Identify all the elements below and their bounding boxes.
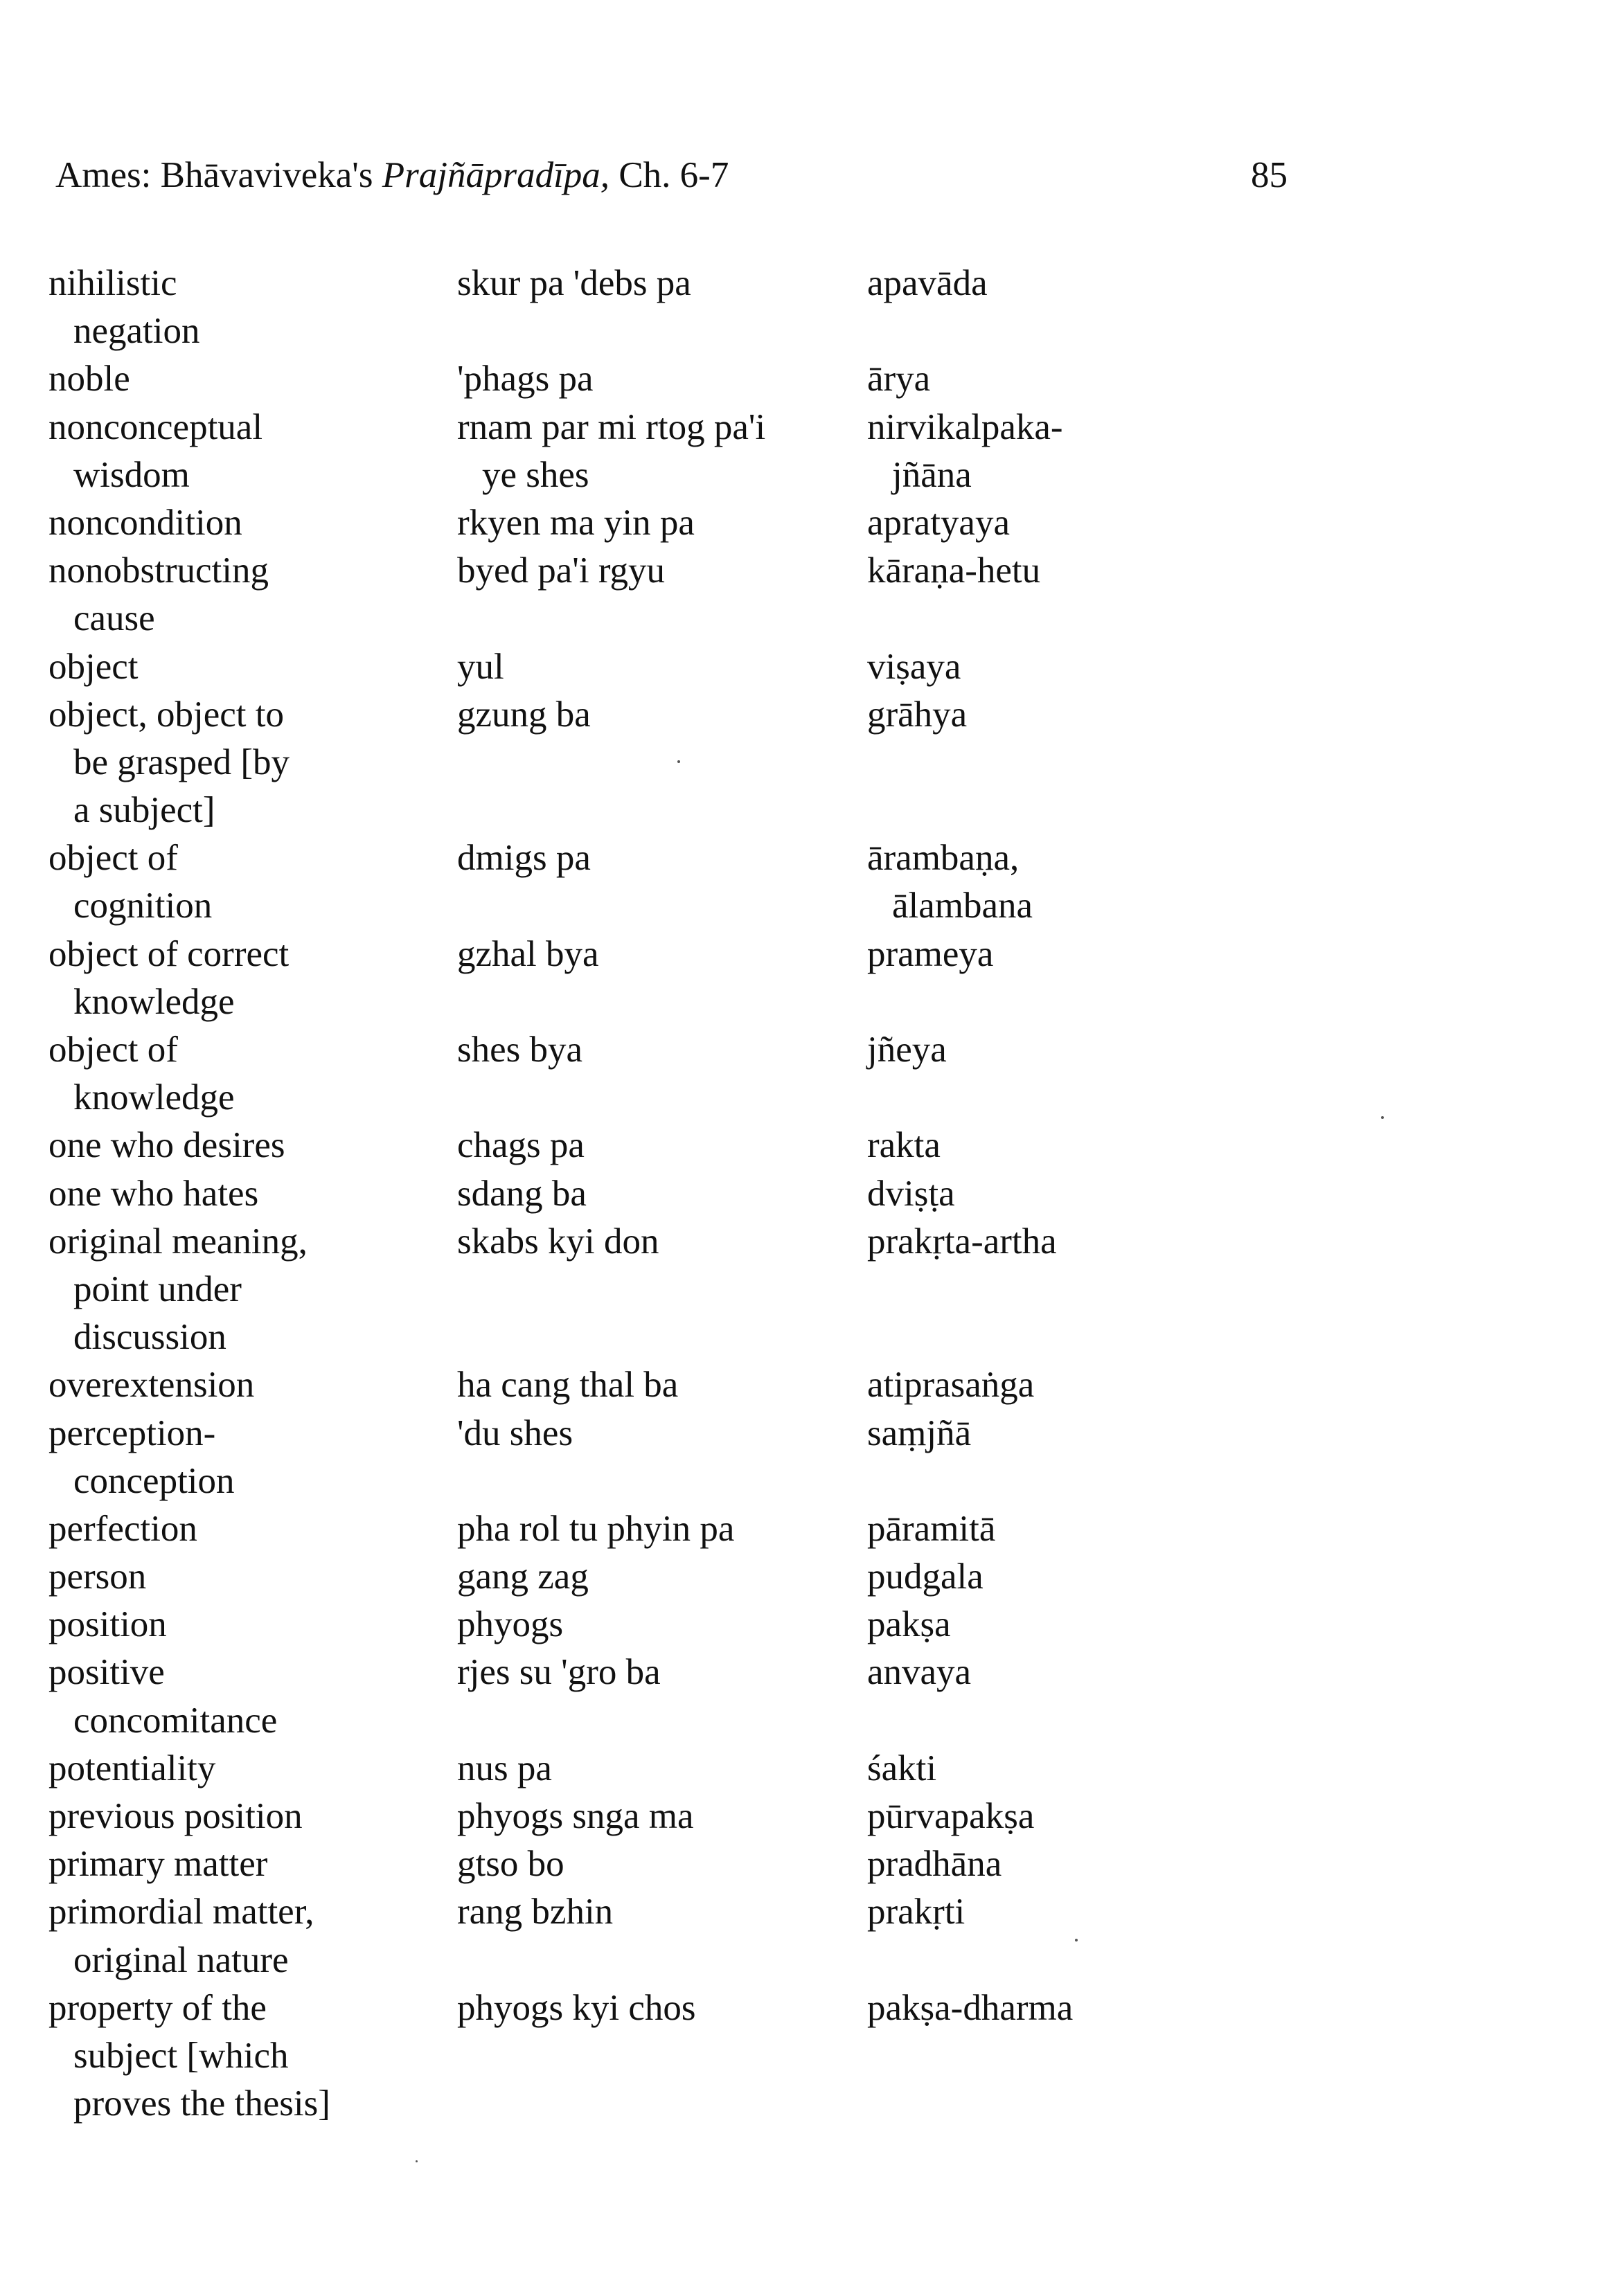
tibetan-term: [457, 1888, 867, 1936]
tibetan-term: [457, 1984, 867, 2032]
tibetan-term-line: rkyen ma yin pa: [457, 502, 695, 543]
english-term-line: cognition: [73, 886, 213, 926]
tibetan-term: [457, 643, 867, 691]
sanskrit-term-line: atiprasaṅga: [867, 1365, 1035, 1406]
english-term-line: primordial matter,: [48, 1892, 314, 1932]
tibetan-term-line: chags pa: [457, 1125, 585, 1166]
glossary-entry: [48, 1888, 1129, 1984]
english-term-line: noncondition: [48, 502, 242, 543]
tibetan-term: [457, 834, 867, 882]
glossary-entry: [48, 547, 1129, 643]
english-term: [48, 1361, 457, 1409]
tibetan-term-line: shes bya: [457, 1030, 583, 1070]
sanskrit-term-line: ālambana: [892, 886, 1033, 926]
sanskrit-term-line: pāramitā: [867, 1508, 996, 1549]
sanskrit-term-line: anvaya: [867, 1652, 972, 1693]
tibetan-term-line: gtso bo: [457, 1844, 564, 1885]
sanskrit-term: [867, 691, 1123, 739]
sanskrit-term-line: nirvikalpaka-: [867, 406, 1063, 447]
tibetan-term: [457, 1170, 867, 1218]
english-term: [48, 1984, 457, 2128]
english-term: [48, 1888, 457, 1984]
sanskrit-term-line: śakti: [867, 1748, 937, 1788]
sanskrit-term: [867, 404, 1123, 499]
english-term-line: subject [which: [73, 2035, 289, 2076]
tibetan-term: [457, 1745, 867, 1793]
tibetan-term: [457, 260, 867, 307]
sanskrit-term-line: dviṣṭa: [867, 1173, 955, 1214]
tibetan-term-line: 'du shes: [457, 1412, 573, 1453]
english-term-line: point under: [73, 1268, 242, 1309]
glossary-entry: [48, 1122, 1129, 1169]
sanskrit-term: [867, 1026, 1123, 1074]
sanskrit-term-line: pradhāna: [867, 1844, 1002, 1885]
sanskrit-term-line: jñāna: [892, 454, 972, 495]
sanskrit-term-line: prameya: [867, 933, 994, 974]
sanskrit-term: [867, 1601, 1123, 1649]
tibetan-term-line: yul: [457, 646, 504, 687]
tibetan-term-line: byed pa'i rgyu: [457, 550, 666, 591]
sanskrit-term-line: prakṛti: [867, 1892, 965, 1932]
english-term: [48, 931, 457, 1026]
glossary-entry: [48, 691, 1129, 835]
tibetan-term: [457, 404, 867, 499]
sanskrit-term-line: apratyaya: [867, 502, 1010, 543]
english-term-line: a subject]: [73, 790, 215, 831]
english-term-line: original meaning,: [48, 1221, 308, 1262]
english-term-line: person: [48, 1557, 147, 1597]
sanskrit-term: [867, 1410, 1123, 1458]
english-term-line: concomitance: [73, 1700, 278, 1741]
english-term-line: cause: [73, 598, 155, 639]
sanskrit-term: [867, 547, 1123, 595]
english-term: [48, 499, 457, 547]
sanskrit-term: [867, 1745, 1123, 1793]
english-term-line: object, object to: [48, 694, 284, 735]
sanskrit-term-line: saṃjñā: [867, 1412, 972, 1453]
tibetan-term: [457, 1218, 867, 1266]
sanskrit-term-line: apavāda: [867, 263, 988, 303]
tibetan-term-line: gang zag: [457, 1557, 589, 1597]
english-term-line: object: [48, 646, 139, 687]
tibetan-term: [457, 1840, 867, 1888]
tibetan-term: [457, 1410, 867, 1458]
tibetan-term: [457, 355, 867, 403]
english-term: [48, 1170, 457, 1218]
tibetan-term-line: 'phags pa: [457, 359, 594, 400]
glossary-entry: [48, 1505, 1129, 1553]
glossary-entry: [48, 1745, 1129, 1793]
english-term-line: object of: [48, 838, 178, 879]
english-term: [48, 1122, 457, 1169]
tibetan-term: [457, 1505, 867, 1553]
sanskrit-term-line: prakṛta-artha: [867, 1221, 1057, 1262]
english-term: [48, 1745, 457, 1793]
sanskrit-term-line: pakṣa: [867, 1604, 951, 1645]
sanskrit-term-line: pūrvapakṣa: [867, 1796, 1035, 1836]
glossary-entry: [48, 1793, 1129, 1840]
tibetan-term-line: dmigs pa: [457, 838, 591, 879]
running-head-chapter: Ch. 6-7: [609, 155, 729, 195]
english-term: [48, 1601, 457, 1649]
tibetan-term-line: rjes su 'gro ba: [457, 1652, 661, 1693]
english-term: [48, 355, 457, 403]
sanskrit-term-line: jñeya: [867, 1030, 947, 1070]
english-term: [48, 260, 457, 355]
english-term-line: nihilistic: [48, 263, 177, 303]
english-term-line: be grasped [by: [73, 742, 290, 782]
scan-speck: [1075, 1939, 1078, 1941]
scan-speck: [416, 2160, 418, 2162]
glossary-entry: [48, 1553, 1129, 1601]
english-term-line: object of correct: [48, 933, 290, 974]
scan-speck: [1381, 1116, 1384, 1119]
tibetan-term: [457, 1361, 867, 1409]
page-number: 85: [1251, 155, 1288, 195]
glossary-entry: [48, 260, 1129, 355]
sanskrit-term-line: ārya: [867, 359, 931, 400]
tibetan-term: [457, 691, 867, 739]
tibetan-term: [457, 1793, 867, 1840]
tibetan-term: [457, 931, 867, 978]
tibetan-term-line: rang bzhin: [457, 1892, 614, 1932]
english-term-line: noble: [48, 359, 130, 400]
english-term-line: negation: [73, 311, 200, 352]
english-term-line: nonconceptual: [48, 406, 263, 447]
english-term-line: perception-: [48, 1412, 216, 1453]
english-term: [48, 1553, 457, 1601]
sanskrit-term-line: pudgala: [867, 1557, 983, 1597]
sanskrit-term: [867, 1218, 1123, 1266]
english-term-line: one who desires: [48, 1125, 285, 1166]
sanskrit-term: [867, 260, 1123, 307]
english-term-line: potentiality: [48, 1748, 216, 1788]
english-term: [48, 1840, 457, 1888]
sanskrit-term: [867, 499, 1123, 547]
english-term: [48, 1793, 457, 1840]
running-head: [55, 151, 1302, 199]
english-term: [48, 404, 457, 499]
tibetan-term-line: gzhal bya: [457, 933, 599, 974]
tibetan-term-line: phyogs kyi chos: [457, 1987, 696, 2028]
english-term-line: knowledge: [73, 981, 235, 1022]
sanskrit-term: [867, 834, 1123, 930]
glossary-entry: [48, 404, 1129, 499]
tibetan-term-line: ha cang thal ba: [457, 1365, 679, 1406]
english-term-line: positive: [48, 1652, 165, 1693]
glossary-entry: [48, 499, 1129, 547]
english-term: [48, 1410, 457, 1505]
tibetan-term-line: skabs kyi don: [457, 1221, 659, 1262]
english-term: [48, 1505, 457, 1553]
tibetan-term: [457, 1122, 867, 1169]
sanskrit-term: [867, 1888, 1123, 1936]
glossary-entry: [48, 355, 1129, 403]
tibetan-term-line: ye shes: [482, 454, 589, 495]
sanskrit-term: [867, 1553, 1123, 1601]
tibetan-term: [457, 547, 867, 595]
glossary-table: [48, 260, 1129, 2128]
sanskrit-term: [867, 931, 1123, 978]
english-term-line: overextension: [48, 1365, 255, 1406]
glossary-entry: [48, 1218, 1129, 1362]
glossary-entry: [48, 1026, 1129, 1122]
glossary-entry: [48, 1410, 1129, 1505]
sanskrit-term: [867, 1361, 1123, 1409]
english-term-line: conception: [73, 1460, 235, 1501]
tibetan-term-line: skur pa 'debs pa: [457, 263, 691, 303]
glossary-entry: [48, 643, 1129, 691]
english-term: [48, 1218, 457, 1362]
english-term-line: perfection: [48, 1508, 197, 1549]
sanskrit-term: [867, 1505, 1123, 1553]
english-term: [48, 547, 457, 643]
sanskrit-term: [867, 1649, 1123, 1696]
english-term-line: previous position: [48, 1796, 303, 1836]
tibetan-term: [457, 1649, 867, 1696]
english-term-line: nonobstructing: [48, 550, 269, 591]
tibetan-term-line: gzung ba: [457, 694, 591, 735]
tibetan-term: [457, 499, 867, 547]
glossary-entry: [48, 931, 1129, 1026]
tibetan-term-line: phyogs snga ma: [457, 1796, 694, 1836]
glossary-entry: [48, 1649, 1129, 1744]
english-term-line: primary matter: [48, 1844, 268, 1885]
sanskrit-term: [867, 355, 1123, 403]
tibetan-term-line: rnam par mi rtog pa'i: [457, 406, 766, 447]
tibetan-term: [457, 1026, 867, 1074]
sanskrit-term-line: pakṣa-dharma: [867, 1987, 1074, 2028]
english-term-line: original nature: [73, 1939, 289, 1980]
tibetan-term: [457, 1601, 867, 1649]
glossary-entry: [48, 834, 1129, 930]
sanskrit-term-line: kāraṇa-hetu: [867, 550, 1041, 591]
glossary-entry: [48, 1170, 1129, 1218]
english-term: [48, 643, 457, 691]
english-term: [48, 691, 457, 835]
english-term: [48, 834, 457, 930]
glossary-entry: [48, 1984, 1129, 2128]
english-term-line: wisdom: [73, 454, 190, 495]
sanskrit-term: [867, 1793, 1123, 1840]
english-term-line: proves the thesis]: [73, 2083, 330, 2124]
english-term-line: property of the: [48, 1987, 267, 2028]
sanskrit-term: [867, 1984, 1123, 2032]
sanskrit-term-line: ārambaṇa,: [867, 838, 1020, 879]
sanskrit-term: [867, 1840, 1123, 1888]
sanskrit-term-line: rakta: [867, 1125, 941, 1166]
running-head-title: Prajñāpradīpa,: [382, 155, 610, 195]
english-term: [48, 1026, 457, 1122]
english-term-line: object of: [48, 1030, 178, 1070]
tibetan-term-line: phyogs: [457, 1604, 564, 1645]
english-term-line: one who hates: [48, 1173, 259, 1214]
glossary-entry: [48, 1361, 1129, 1409]
scan-speck: [677, 760, 680, 763]
english-term: [48, 1649, 457, 1744]
english-term-line: knowledge: [73, 1077, 235, 1118]
tibetan-term-line: sdang ba: [457, 1173, 587, 1214]
glossary-entry: [48, 1840, 1129, 1888]
sanskrit-term: [867, 1122, 1123, 1169]
sanskrit-term-line: grāhya: [867, 694, 968, 735]
tibetan-term-line: nus pa: [457, 1748, 552, 1788]
english-term-line: discussion: [73, 1317, 226, 1358]
running-head-author: Ames: Bhāvaviveka's: [55, 155, 382, 195]
glossary-entry: [48, 1601, 1129, 1649]
tibetan-term: [457, 1553, 867, 1601]
english-term-line: position: [48, 1604, 167, 1645]
sanskrit-term: [867, 643, 1123, 691]
sanskrit-term-line: viṣaya: [867, 646, 961, 687]
tibetan-term-line: pha rol tu phyin pa: [457, 1508, 735, 1549]
sanskrit-term: [867, 1170, 1123, 1218]
